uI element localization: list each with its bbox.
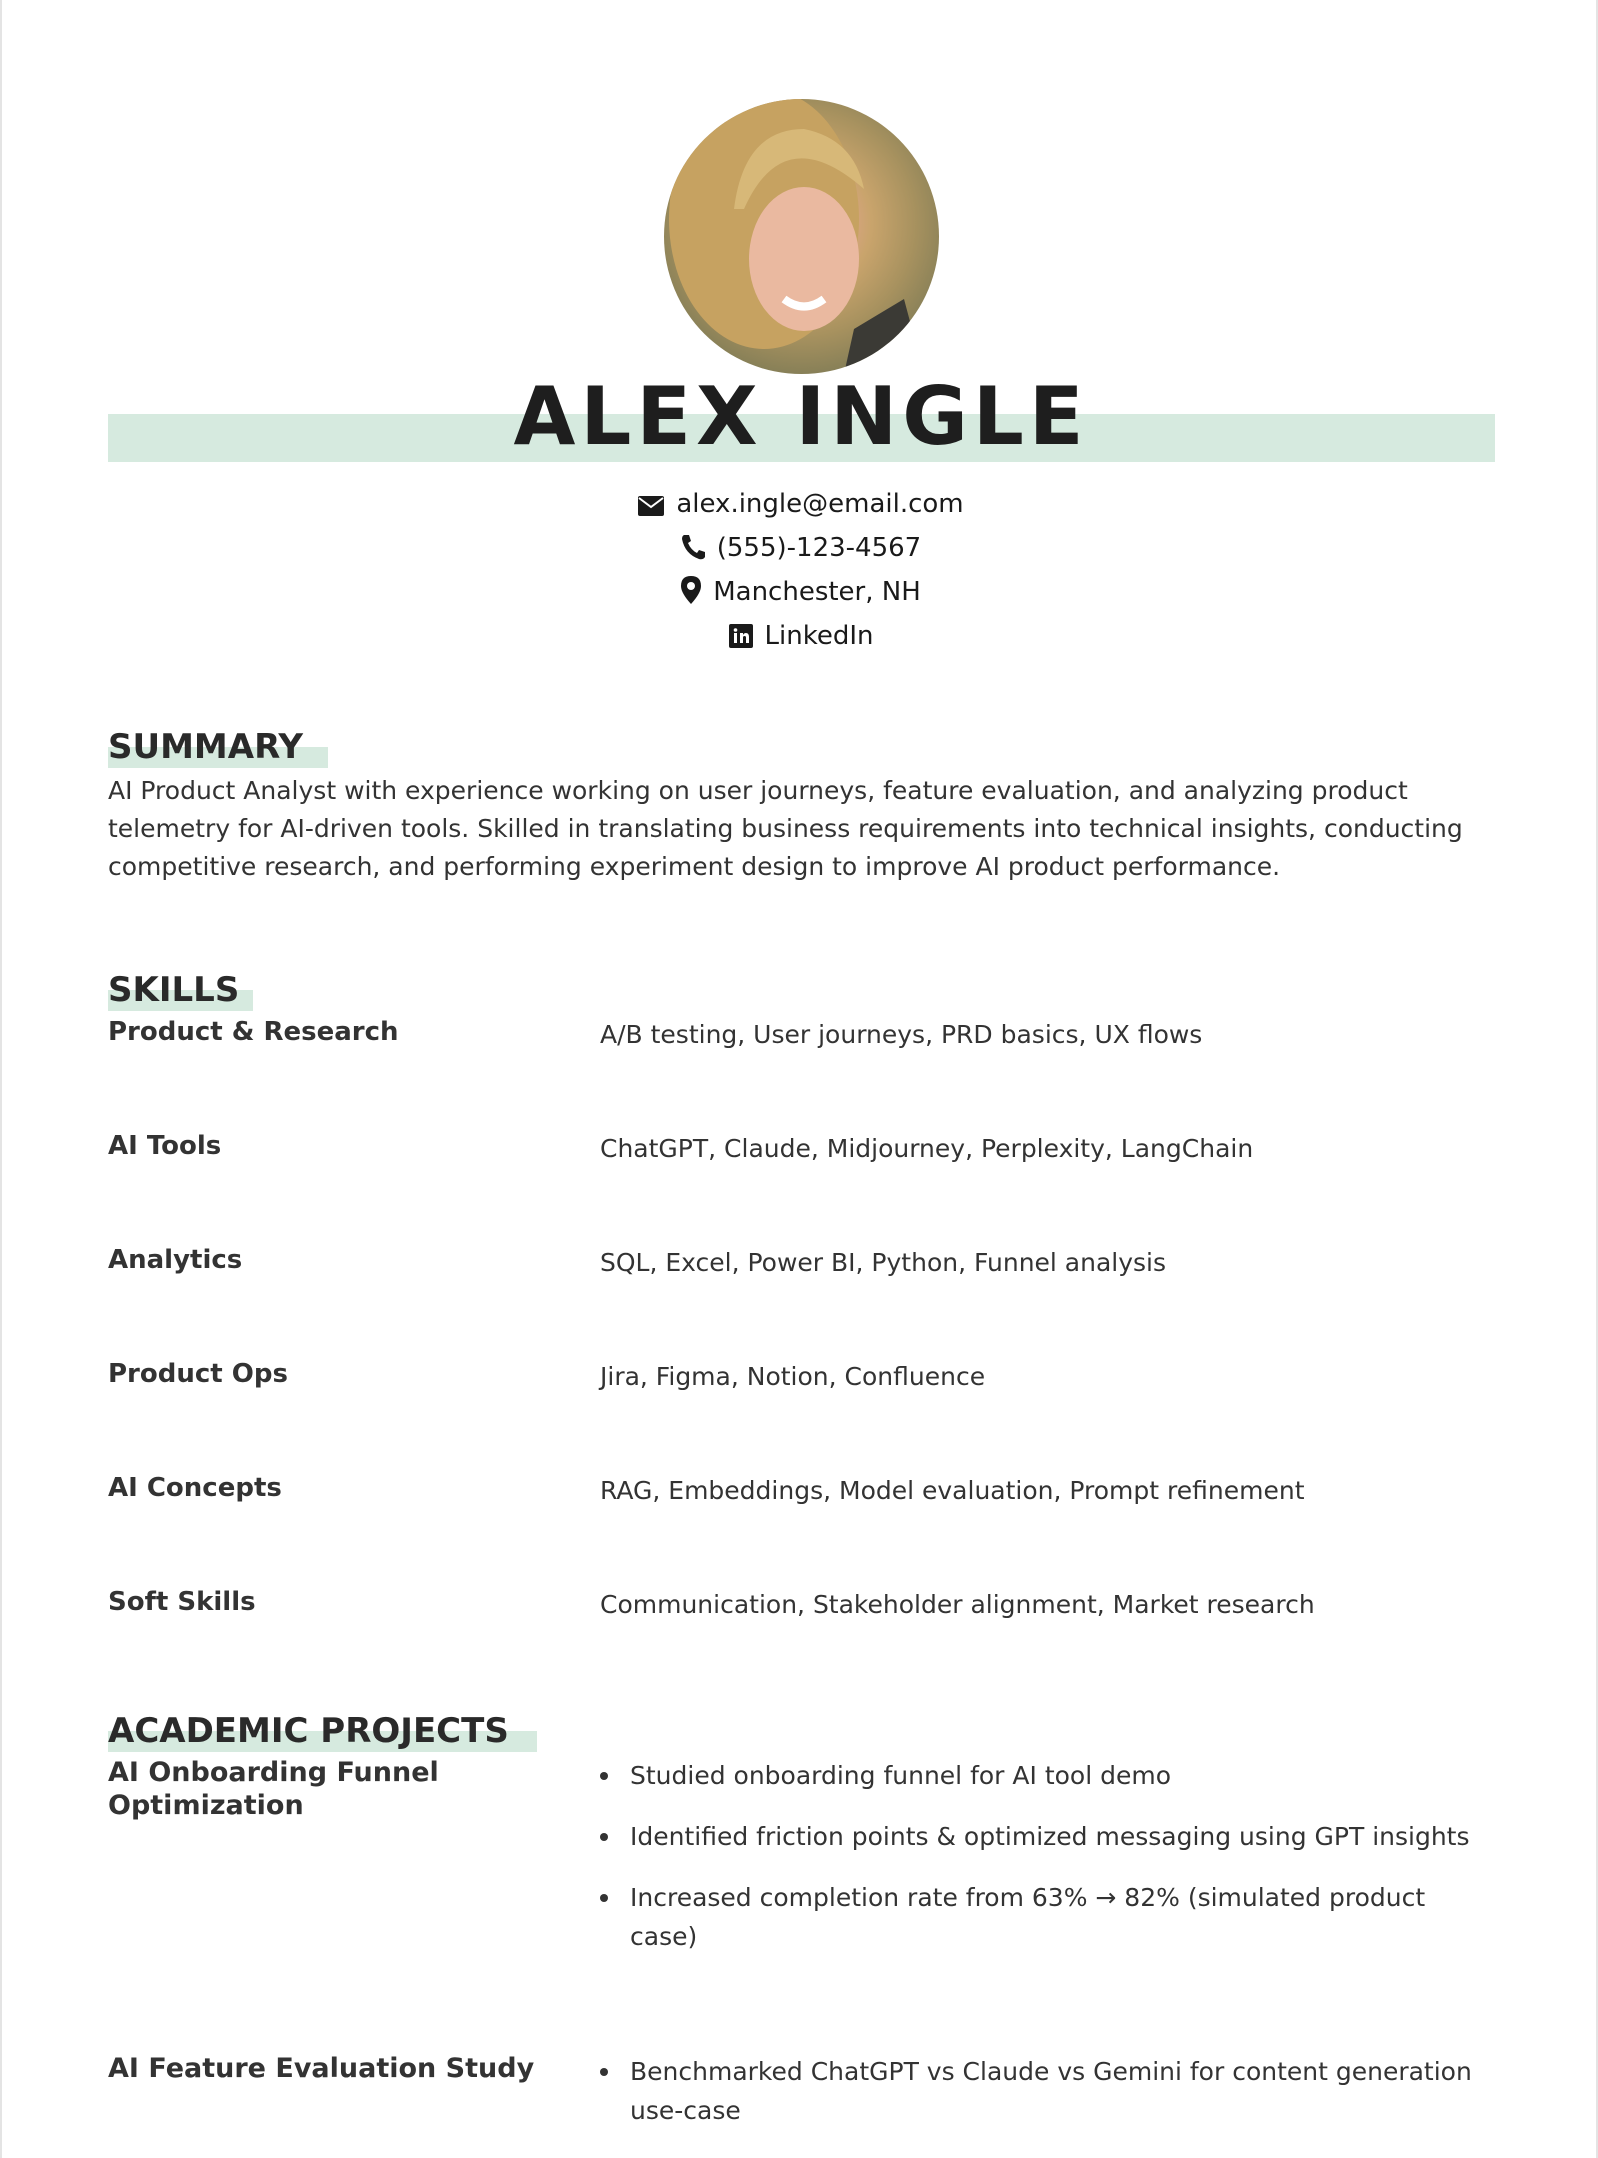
summary-heading: SUMMARY bbox=[108, 727, 304, 767]
bullet-item: Increased completion rate from 63% → 82% (simulated product case) bbox=[600, 1878, 1500, 1956]
skill-label: Soft Skills bbox=[108, 1587, 256, 1617]
skill-value: ChatGPT, Claude, Midjourney, Perplexity, LangChain bbox=[600, 1134, 1254, 1163]
location-text: Manchester, NH bbox=[713, 577, 921, 607]
candidate-name: ALEX INGLE bbox=[513, 370, 1089, 463]
contact-linkedin[interactable] bbox=[2, 619, 1598, 653]
bullet-item: Identified friction points & optimized messaging using GPT insights bbox=[600, 1817, 1500, 1856]
envelope-icon bbox=[638, 496, 664, 516]
phone-icon bbox=[681, 534, 705, 560]
linkedin-text: LinkedIn bbox=[764, 621, 874, 651]
skill-value: A/B testing, User journeys, PRD basics, UX flows bbox=[600, 1020, 1203, 1049]
skill-label: Product & Research bbox=[108, 1017, 399, 1047]
skill-value: RAG, Embeddings, Model evaluation, Prompt refinement bbox=[600, 1476, 1305, 1505]
contact-location bbox=[2, 575, 1598, 609]
project-title: AI Feature Evaluation Study bbox=[108, 2053, 535, 2084]
skill-value: SQL, Excel, Power BI, Python, Funnel analysis bbox=[600, 1248, 1167, 1277]
phone-text: (555)-123-4567 bbox=[716, 533, 922, 563]
linkedin-icon bbox=[729, 624, 753, 648]
summary-text: AI Product Analyst with experience working on user journeys, feature evaluation, and analyzing product telemetry for AI-driven tools. Skilled in translating business requirements into technical insights, conducting competitive research, and performing experiment design to improve AI product performance. bbox=[108, 776, 1463, 881]
skills-heading: SKILLS bbox=[108, 970, 240, 1010]
project-bullets bbox=[600, 2052, 1500, 2152]
projects-heading: ACADEMIC PROJECTS bbox=[108, 1711, 509, 1751]
email-text: alex.ingle@email.com bbox=[676, 489, 964, 519]
bullet-item: Benchmarked ChatGPT vs Claude vs Gemini for content generation use-case bbox=[600, 2052, 1500, 2130]
skill-label: Analytics bbox=[108, 1245, 243, 1275]
project-title: AI Onboarding Funnel Optimization bbox=[108, 1757, 439, 1821]
skill-value: Communication, Stakeholder alignment, Market research bbox=[600, 1590, 1315, 1619]
skill-label: Product Ops bbox=[108, 1359, 288, 1389]
profile-photo bbox=[664, 99, 939, 374]
contact-email[interactable] bbox=[2, 487, 1598, 521]
location-pin-icon bbox=[681, 576, 701, 604]
contact-phone[interactable] bbox=[2, 531, 1598, 565]
skill-label: AI Concepts bbox=[108, 1473, 282, 1503]
skill-value: Jira, Figma, Notion, Confluence bbox=[600, 1362, 986, 1391]
project-bullets bbox=[600, 1756, 1500, 1978]
skill-label: AI Tools bbox=[108, 1131, 222, 1161]
bullet-item: Studied onboarding funnel for AI tool demo bbox=[600, 1756, 1500, 1795]
